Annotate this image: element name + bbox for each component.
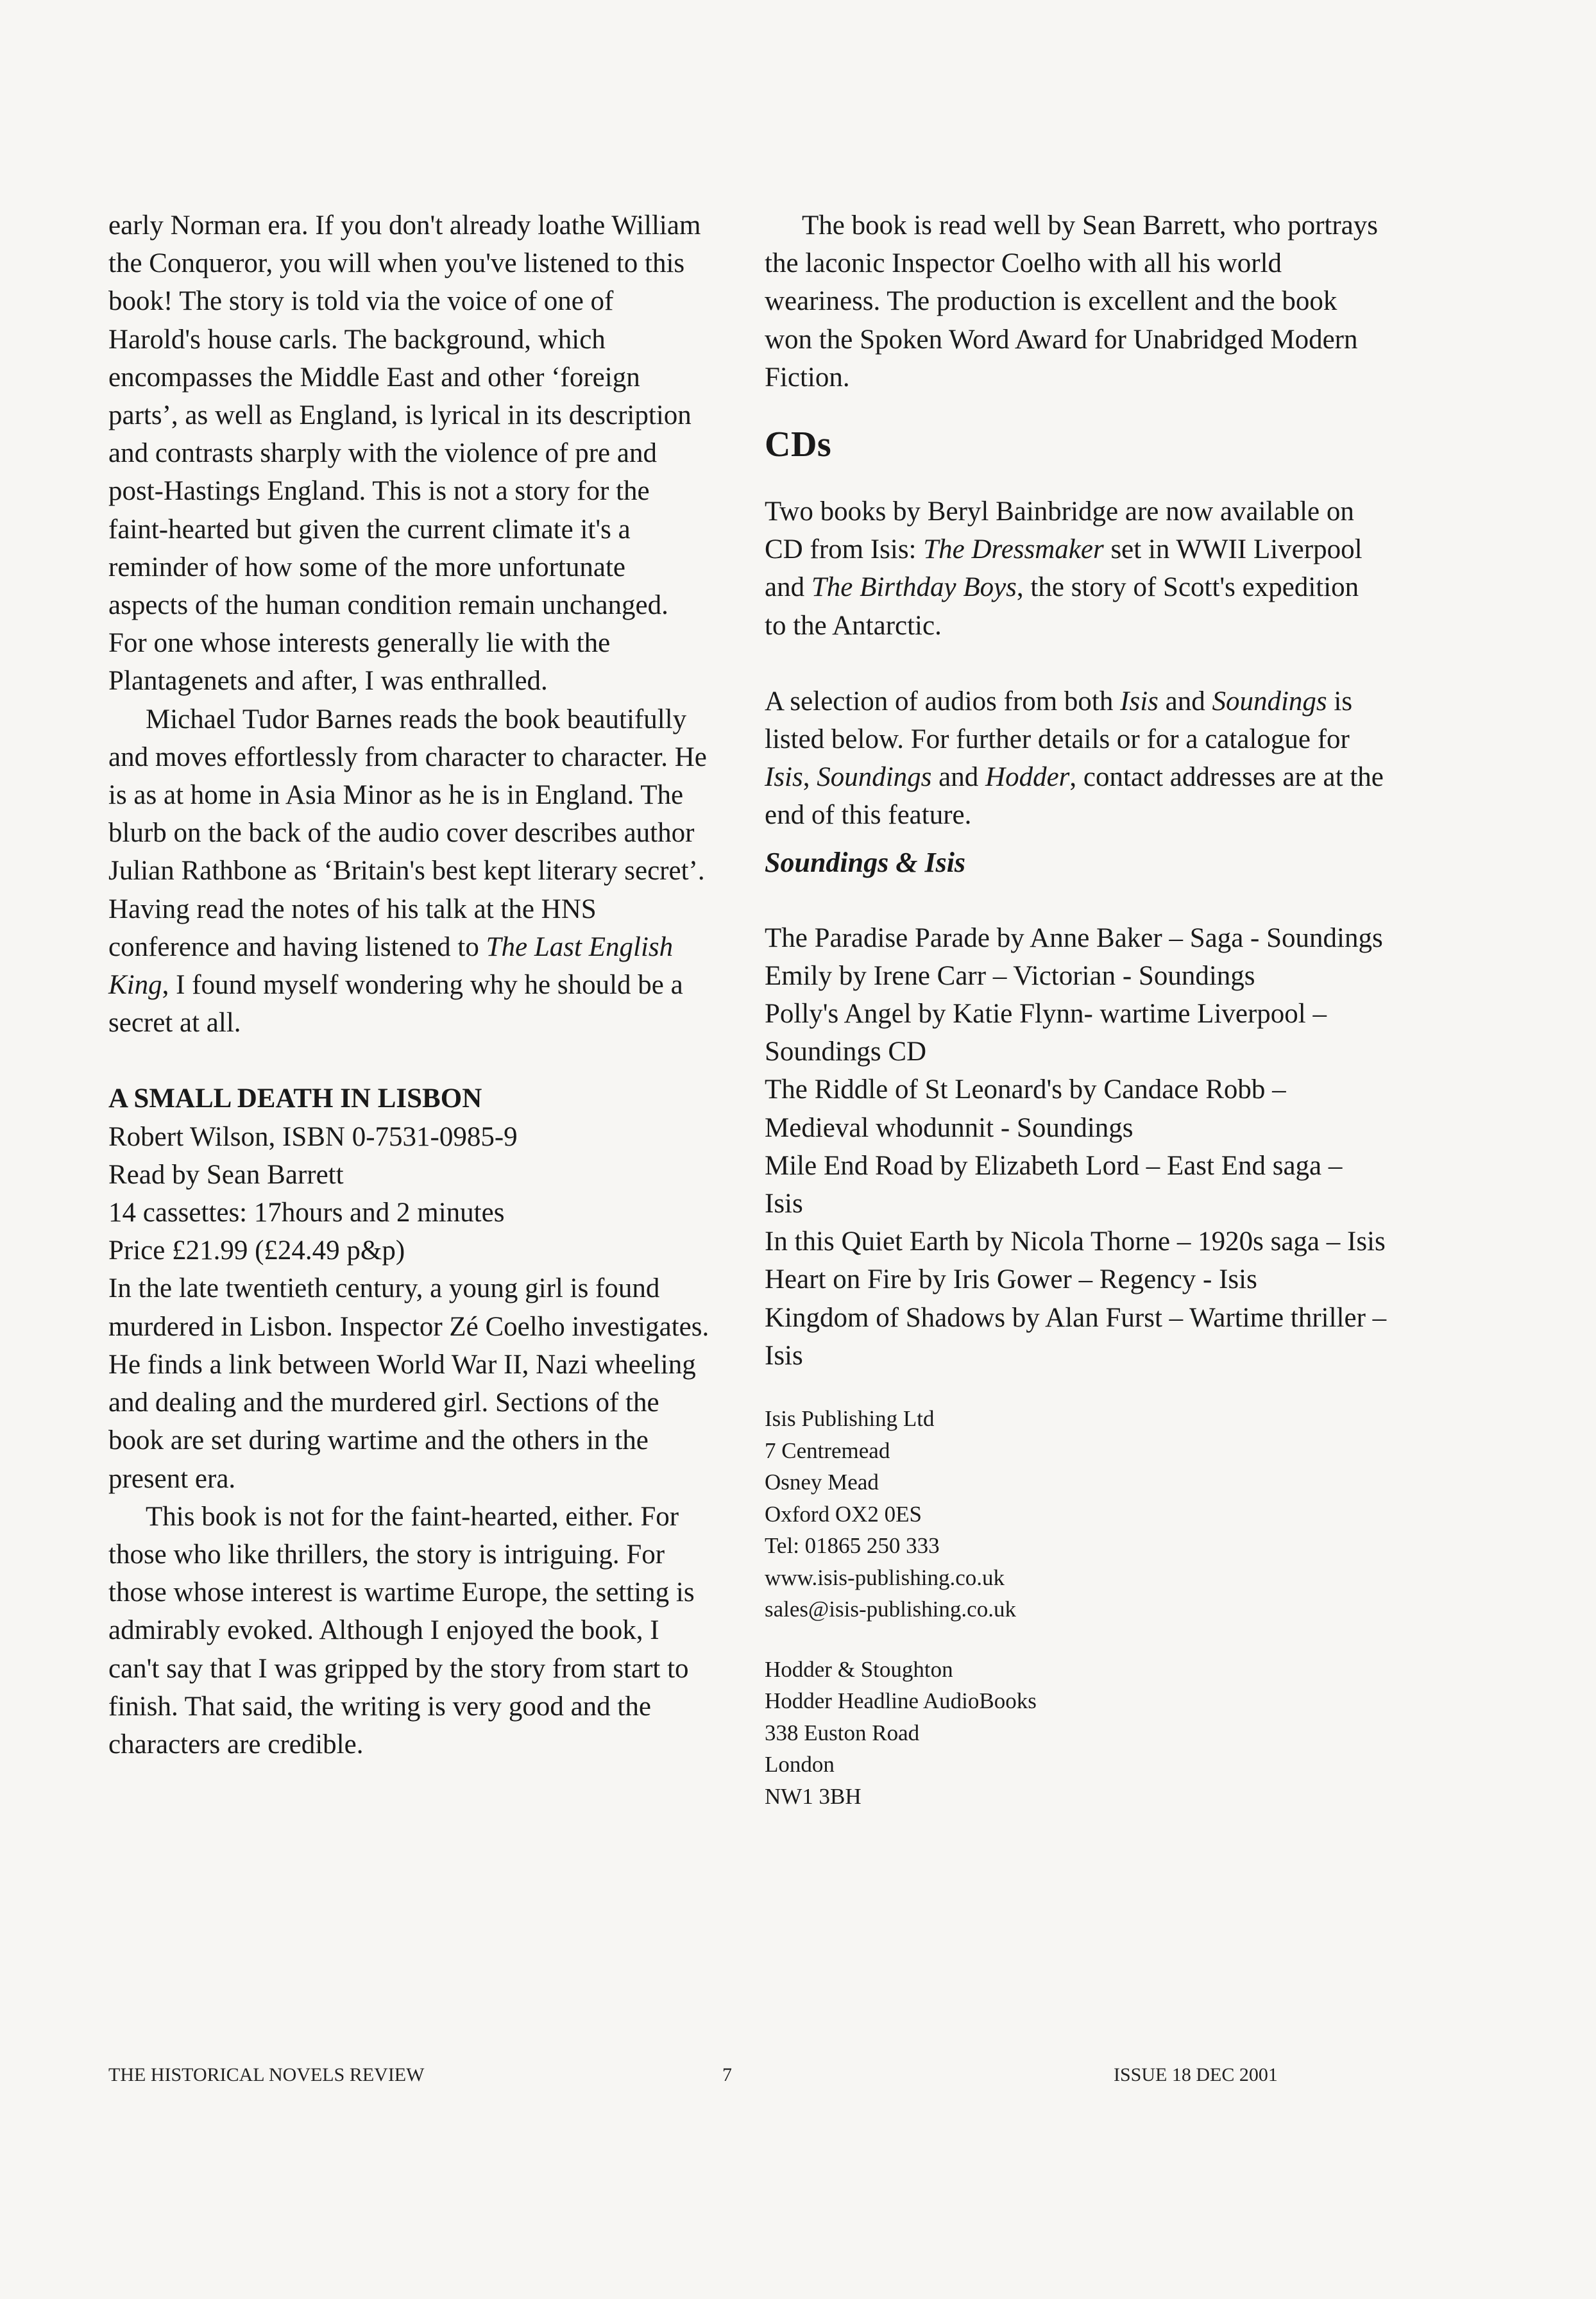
address-line: 7 Centremead [765, 1438, 890, 1463]
cds-heading: CDs [765, 425, 832, 465]
selection-text-5: and [931, 762, 986, 793]
selection-text-1: A selection of audios from both [765, 686, 1121, 717]
narration-paragraph: The book is read well by Sean Barrett, who portrays the laconic Inspector Coelho with all his world weariness. The production is excellent and the book won the Spoken Word Award for Unabridged Modern Fiction. [765, 210, 1378, 393]
spacer [765, 881, 1387, 919]
address-line: London [765, 1752, 835, 1777]
book-reader: Read by Sean Barrett [108, 1159, 344, 1190]
footer-publication: THE HISTORICAL NOVELS REVIEW [108, 2064, 425, 2085]
soundings-italic: Soundings [1212, 686, 1327, 717]
audio-list [765, 919, 1387, 1375]
cds-paragraph [765, 493, 1387, 645]
spacer [765, 1625, 1387, 1654]
address-line: Hodder & Stoughton [765, 1656, 953, 1682]
narrator-paragraph-text-1: Michael Tudor Barnes reads the book beautifully and moves effortlessly from character to character. He is as at home in Asia Minor as he is in England. The blurb on the back of the audio cover describes author Julian Rathbone as ‘Britain's best kept literary secret’. Having read the notes of his talk at the HNS conference and having listened to [108, 704, 707, 962]
isis-italic: Isis [765, 762, 803, 793]
isis-italic: Isis [1120, 686, 1159, 717]
spacer [765, 1375, 1387, 1403]
spacer [765, 396, 1387, 425]
list-item: Polly's Angel by Katie Flynn- wartime Liverpool – Soundings CD [765, 999, 1327, 1067]
selection-paragraph [765, 683, 1387, 835]
hodder-italic: Hodder [985, 762, 1070, 793]
email-link[interactable]: sales@isis-publishing.co.uk [765, 1597, 1016, 1622]
list-item: Kingdom of Shadows by Alan Furst – Wartime thriller – Isis [765, 1302, 1387, 1371]
book-title-last-english-king: The Last English King [108, 931, 674, 1001]
address-line: Oxford OX2 0ES [765, 1501, 922, 1527]
list-item: In this Quiet Earth by Nicola Thorne – 1920s saga – Isis [765, 1226, 1386, 1257]
list-item: Heart on Fire by Iris Gower – Regency - Isis [765, 1264, 1257, 1295]
title-the-birthday-boys: The Birthday Boys [811, 572, 1017, 603]
intro-paragraph: early Norman era. If you don't already loathe William the Conqueror, you will when you've listened to this book! The story is told via the voice of one of Harold's house carls. The background, which encompasses the Middle East and other ‘foreign parts’, as well as England, is lyrical in its description and contrasts sharply with the violence of pre and post-Hastings England. This is not a story for the faint-hearted but given the current climate it's a reminder of how some of the more unfortunate aspects of the human condition remain unchanged. For one whose interests generally lie with the Plantagenets and after, I was enthralled. [108, 210, 701, 697]
list-item: The Riddle of St Leonard's by Candace Robb – Medieval whodunnit - Soundings [765, 1074, 1286, 1143]
selection-text-4: , [802, 762, 817, 793]
spacer [765, 464, 1387, 493]
isis-address [765, 1403, 1387, 1625]
title-the-dressmaker: The Dressmaker [923, 534, 1104, 565]
selection-text-3: is listed below. For further details or for a catalogue for [765, 686, 1353, 755]
hodder-address [765, 1654, 1387, 1813]
footer-issue: ISSUE 18 DEC 2001 [1114, 2064, 1278, 2085]
left-column [108, 207, 711, 1763]
spacer [108, 1042, 711, 1080]
right-column [765, 207, 1387, 1812]
narrator-paragraph [108, 700, 711, 1042]
phone-number: Tel: 01865 250 333 [765, 1533, 940, 1559]
address-line: Osney Mead [765, 1470, 879, 1495]
book-review-title: A SMALL DEATH IN LISBON [108, 1083, 482, 1114]
address-line: NW1 3BH [765, 1783, 862, 1809]
book-author-isbn: Robert Wilson, ISBN 0-7531-0985-9 [108, 1121, 518, 1152]
selection-text-6: , contact addresses are at the end of this feature. [765, 762, 1384, 831]
website-link[interactable]: www.isis-publishing.co.uk [765, 1565, 1005, 1590]
book-opinion: This book is not for the faint-hearted, either. For those who like thrillers, the story is intriguing. For those whose interest is wartime Europe, the setting is admirably evoked. Although I enjoyed the book, I can't say that I was gripped by the story from start to finish. That said, the writing is very good and the characters are credible. [108, 1501, 695, 1760]
book-cassettes: 14 cassettes: 17hours and 2 minutes [108, 1198, 505, 1228]
list-item: Mile End Road by Elizabeth Lord – East End saga – Isis [765, 1150, 1343, 1219]
soundings-italic: Soundings [817, 762, 932, 793]
spacer [765, 645, 1387, 683]
cds-text-1: Two books by Beryl Bainbridge are now available on CD from Isis: [765, 496, 1354, 565]
cds-text-3: , the story of Scott's expedition to the Antarctic. [765, 572, 1359, 641]
address-line: 338 Euston Road [765, 1720, 920, 1745]
book-price: Price £21.99 (£24.49 p&p) [108, 1235, 405, 1266]
spacer [765, 835, 1387, 844]
address-line: Hodder Headline AudioBooks [765, 1688, 1037, 1714]
cds-text-2: set in WWII Liverpool and [765, 534, 1363, 603]
address-line: Isis Publishing Ltd [765, 1406, 935, 1432]
selection-text-2: and [1158, 686, 1212, 717]
list-item: Emily by Irene Carr – Victorian - Soundings [765, 960, 1255, 991]
book-summary: In the late twentieth century, a young girl is found murdered in Lisbon. Inspector Zé Coelho investigates. He finds a link between World War II, Nazi wheeling and dealing and the murdered girl. Sections of the book are set during wartime and the others in the present era. [108, 1273, 709, 1494]
narrator-paragraph-text-2: , I found myself wondering why he should be a secret at all. [108, 970, 683, 1039]
page-number: 7 [722, 2064, 732, 2085]
soundings-isis-heading: Soundings & Isis [765, 846, 966, 878]
list-item: The Paradise Parade by Anne Baker – Saga - Soundings [765, 922, 1383, 953]
